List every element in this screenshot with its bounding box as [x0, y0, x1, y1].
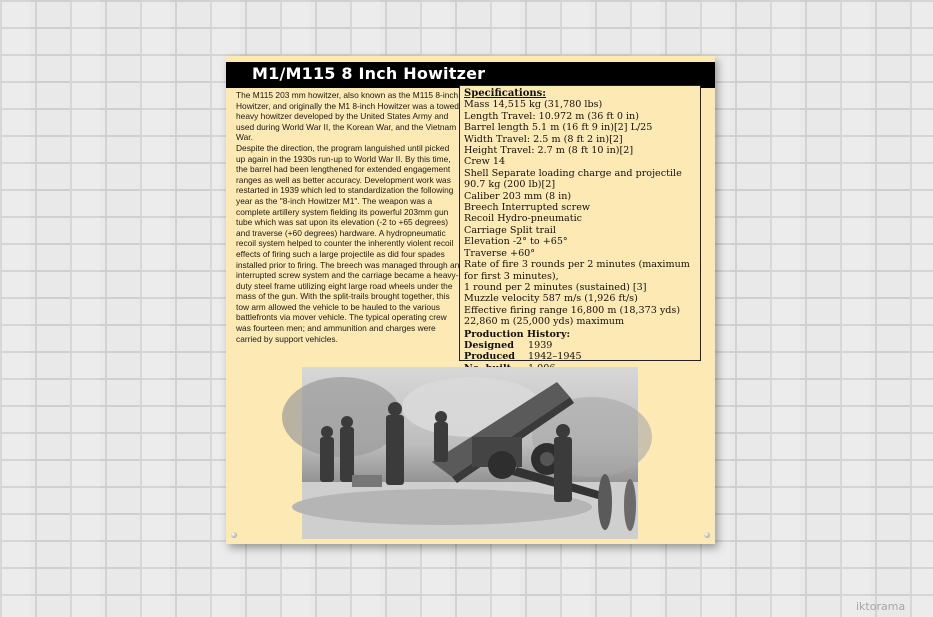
spec-row: Length Travel: 10.972 m (36 ft 0 in): [464, 110, 639, 122]
panel-title: M1/M115 8 Inch Howitzer: [252, 64, 486, 83]
spec-row: Shell Separate loading charge and projectile 90.7 kg (200 lb)[2]: [464, 167, 682, 191]
production-heading: Production History:: [464, 328, 571, 340]
spec-row: Breech Interrupted screw: [464, 202, 591, 214]
description-text: [236, 90, 460, 344]
spec-row: Mass 14,515 kg (31,780 lbs): [464, 99, 603, 111]
spec-row: Recoil Hydro-pneumatic: [464, 213, 583, 225]
spec-row: Carriage Split trail: [464, 224, 556, 236]
production-key: Produced: [464, 351, 516, 363]
info-panel: [226, 56, 715, 544]
bolt-icon: [704, 532, 710, 538]
howitzer-crew-illustration: [302, 367, 638, 539]
spec-row: 22,860 m (25,000 yds) maximum: [464, 316, 625, 328]
spec-row: Caliber 203 mm (8 in): [464, 190, 572, 202]
production-row: [464, 340, 696, 351]
spec-row: 1 round per 2 minutes (sustained) [3]: [464, 281, 647, 293]
production-value: 1939: [528, 339, 553, 351]
spec-row: Barrel length 5.1 m (16 ft 9 in)[2] L/25: [464, 122, 653, 134]
watermark: iktorama: [856, 600, 906, 613]
production-value: 1942–1945: [528, 351, 582, 363]
production-row: [464, 351, 696, 362]
bolt-icon: [231, 532, 237, 538]
production-key: Designed: [464, 339, 514, 351]
spec-row: Muzzle velocity 587 m/s (1,926 ft/s): [464, 293, 638, 305]
spec-row: Traverse +60°: [464, 247, 536, 259]
howitzer-photo: [302, 367, 638, 539]
spec-row: Rate of fire 3 rounds per 2 minutes (maximum for first 3 minutes),: [464, 259, 690, 282]
description-paragraph: The M115 203 mm howitzer, also known as the M115 8-inch Howitzer, and originally the M1 8-inch Howitzer was a towed heavy howitzer developed by the United States Army and used during World War II, the Korean War, and the Vietnam War.: [236, 90, 459, 143]
spec-row: Width Travel: 2.5 m (8 ft 2 in)[2]: [464, 133, 623, 145]
specifications-heading: Specifications:: [464, 88, 546, 99]
spec-row: Crew 14: [464, 156, 506, 168]
spec-row: Effective firing range 16,800 m (18,373 yds): [464, 304, 681, 316]
specifications-box: [459, 85, 701, 361]
spec-row: Elevation -2° to +65°: [464, 236, 568, 248]
spec-row: Height Travel: 2.7 m (8 ft 10 in)[2]: [464, 145, 634, 157]
description-paragraph: Despite the direction, the program languished until picked up again in the 1930s run-up to World War II. By this time, the barrel had been lengthened for extended engagement ranges as well as better accuracy. Development work was restarted in 1939 which led to standardization the following year as the "8-inch Howitzer M1". The weapon was a complete artillery system fielding its powerful 203mm gun tube which was sat upon its elevation (-2 to +65 degrees) and traverse (+60 degrees) hardware. A hydropneumatic recoil system helped to counter the inherently violent recoil effects of firing such a large projectile as did four spades installed prior to firing. The breech was managed through an interrupted screw system and the carriage became a heavy-duty steel frame utilizing eight large road wheels under the mass of the gun. With the split-trails brought together, this tow arm allowed the vehicle to be hauled to the various battlefronts via mover vehicle. The typical operating crew was fourteen men; and ammunition and charges were carried by support vehicles.: [236, 142, 460, 344]
